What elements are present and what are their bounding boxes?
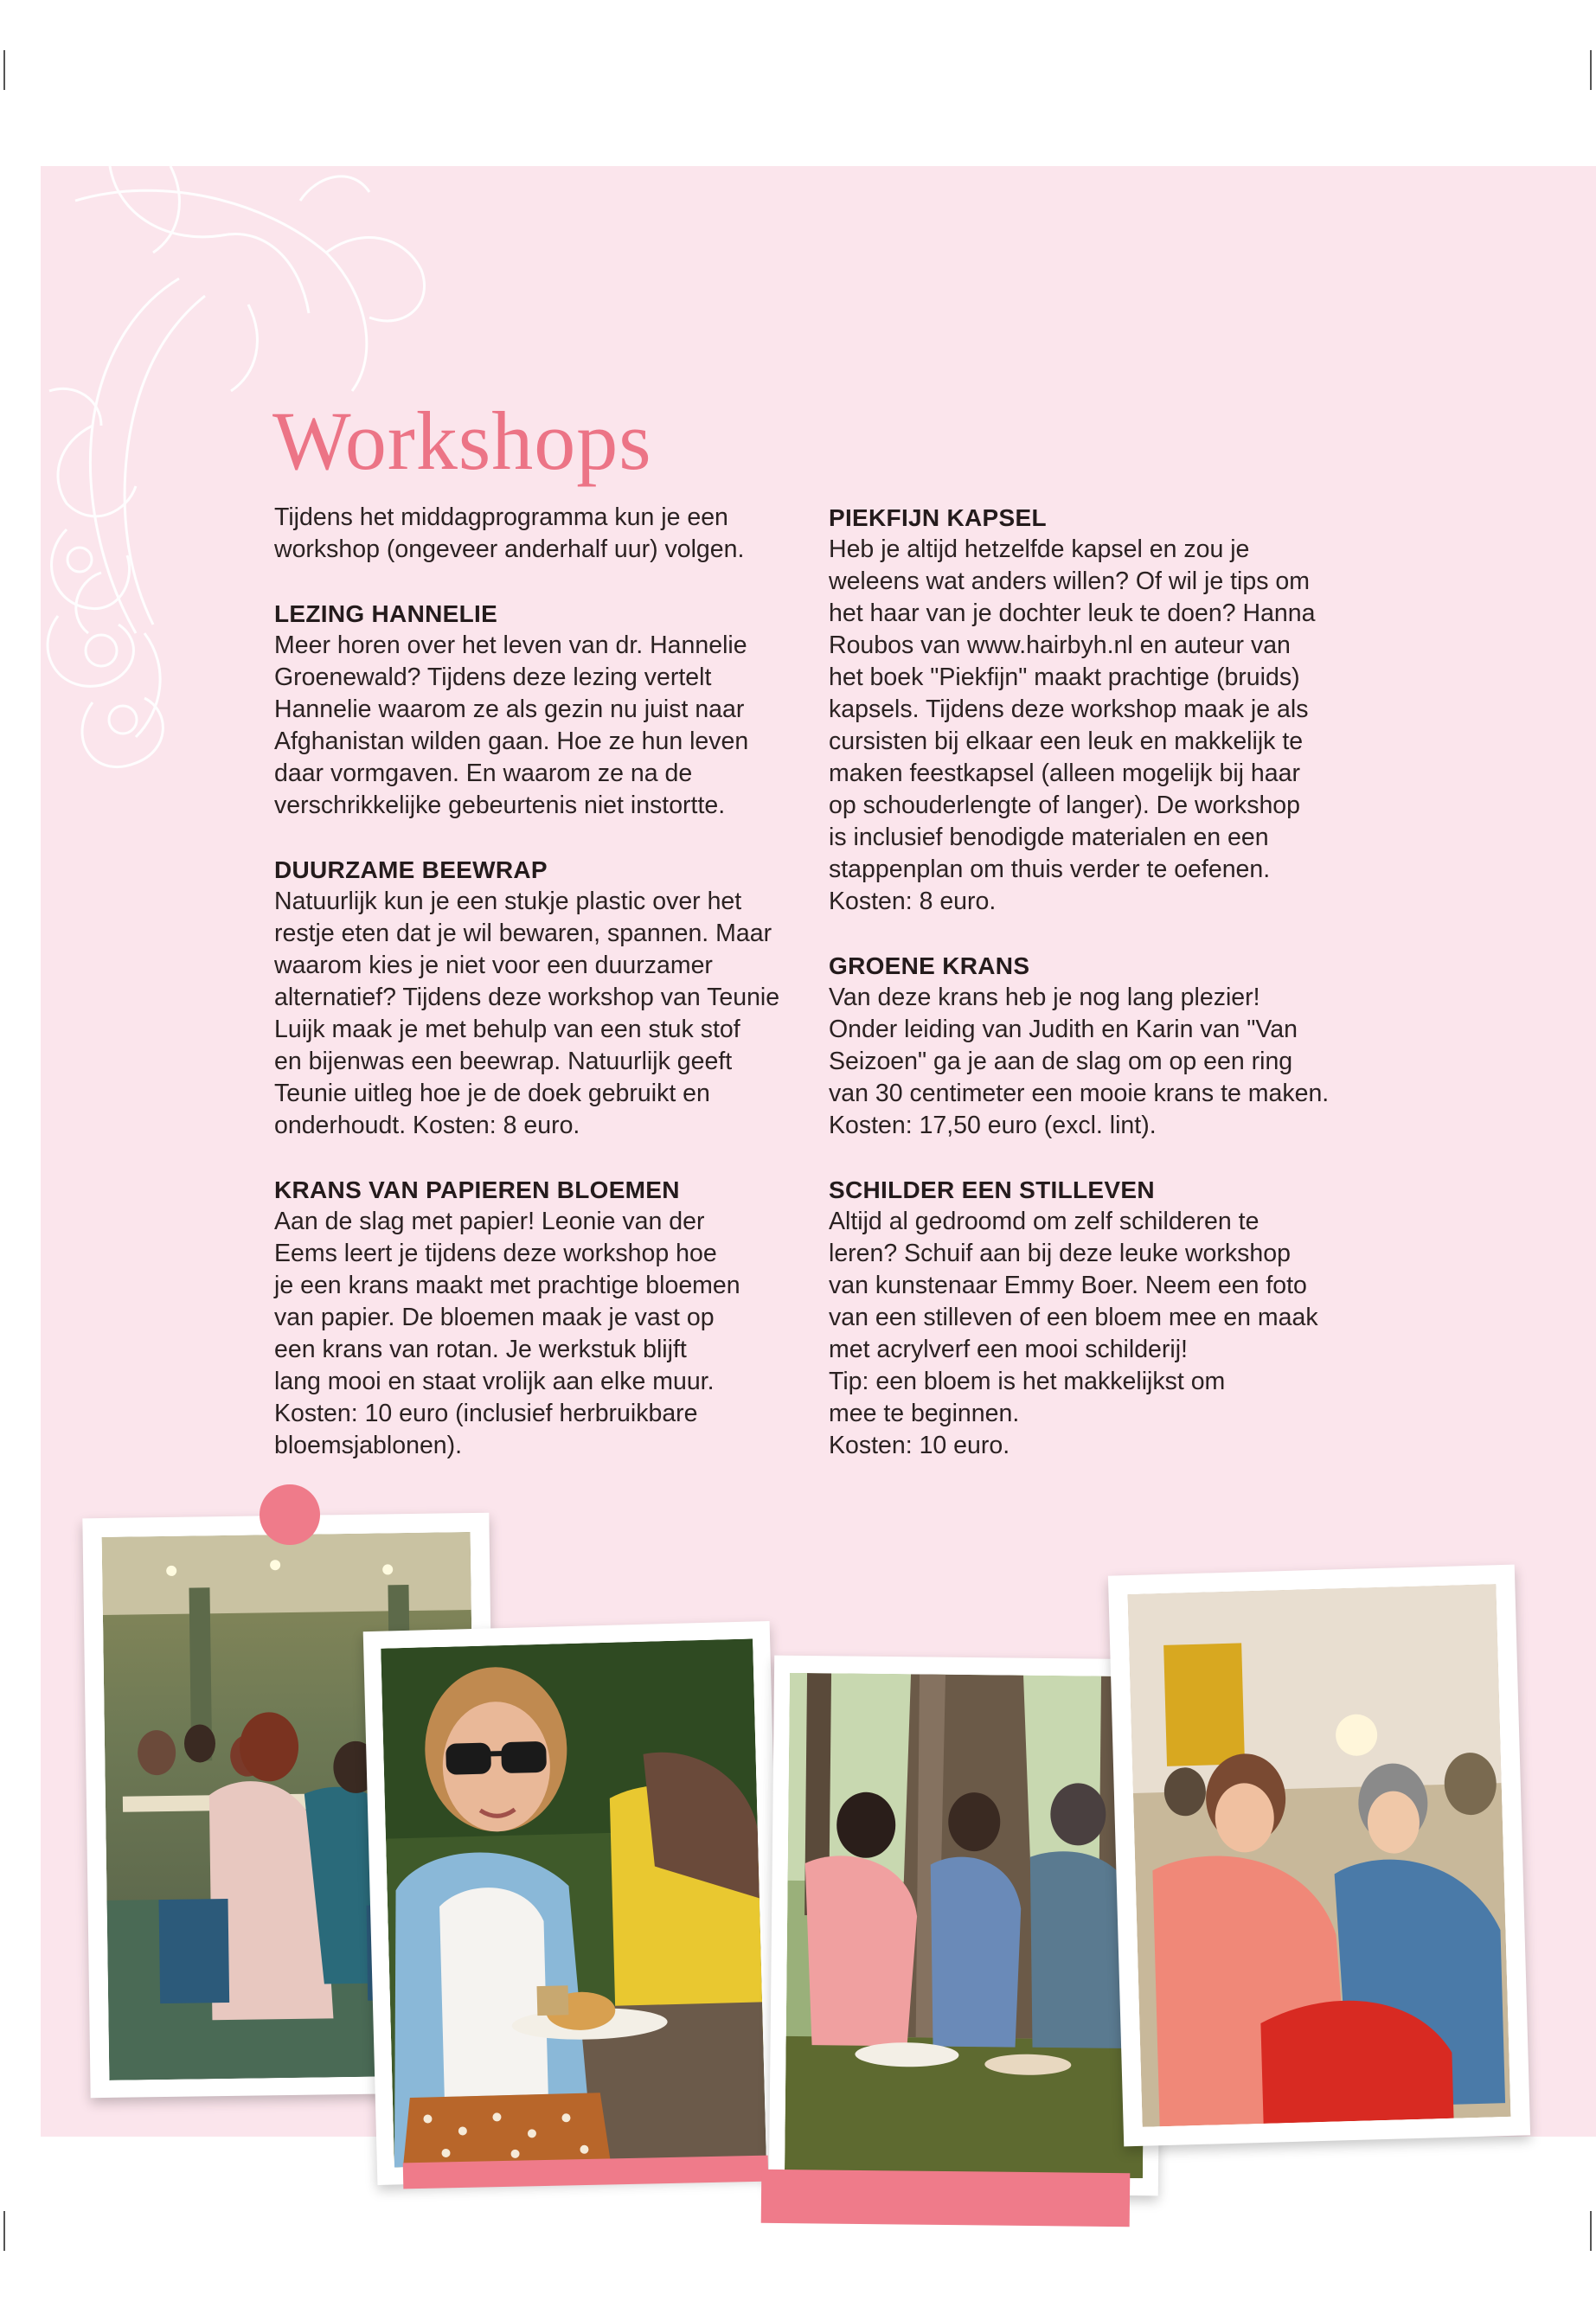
section-body: Altijd al gedroomd om zelf schilderen te leren? Schuif aan bij deze leuke workshop van kunstenaar Emmy Boer. Neem een foto van een stilleven of een bloem mee en maak met acrylverf een mooi schilderij! Tip: een bloem is het makkelijkst om mee te beginnen. Kosten: 10 euro.	[829, 1208, 1318, 1459]
photo-woman-with-sunglasses	[363, 1621, 785, 2185]
section-body: Natuurlijk kun je een stukje plastic over het restje eten dat je wil bewaren, spannen. Maar waarom kies je niet voor een duurzamer alternatief? Tijdens deze workshop van Teunie Luijk maak je met behulp van een stuk stof en bijenwas een beewrap. Natuurlijk geeft Teunie uitleg hoe je de doek gebruikt en onderhoudt. Kosten: 8 euro.	[274, 888, 780, 1139]
crop-mark-bottom-left	[3, 2211, 5, 2251]
page-title: Workshops	[272, 394, 652, 487]
crop-mark-top-left	[3, 50, 5, 90]
section-body: Aan de slag met papier! Leonie van der Eems leert je tijdens deze workshop hoe je een krans maakt met prachtige bloemen van papier. De bloemen maak je vast op een krans van rotan. Je werkstuk blijft lang mooi en staat vrolijk aan elke muur. Kosten: 10 euro (inclusief herbruikbare bloemsjablonen).	[274, 1208, 740, 1459]
section-heading: KRANS VAN PAPIEREN BLOEMEN	[274, 1176, 680, 1203]
section-lezing-hannelie	[274, 598, 828, 822]
section-schilder-een-stilleven	[829, 1174, 1382, 1462]
section-groene-krans	[829, 950, 1382, 1142]
intro-text: Tijdens het middagprogramma kun je een workshop (ongeveer anderhalf uur) volgen.	[274, 503, 745, 563]
section-heading: LEZING HANNELIE	[274, 600, 498, 627]
crop-mark-bottom-right	[1590, 2211, 1592, 2251]
laughing-photo-illustration	[1127, 1584, 1510, 2127]
section-heading: DUURZAME BEEWRAP	[274, 856, 548, 883]
woman-photo-illustration	[381, 1638, 766, 2167]
intro-paragraph	[274, 502, 828, 566]
section-body: Heb je altijd hetzelfde kapsel en zou je weleens wat anders willen? Of wil je tips om het haar van je dochter leuk te doen? Hanna Roubos van www.hairbyh.nl en auteur van het boek "Piekfijn" maakt prachtige (bruids) kapsels. Tijdens deze workshop maak je als cursisten bij elkaar een leuk en makkelijk te maken feestkapsel (alleen mogelijk bij haar op schouderlengte of langer). De workshop is inclusief benodigde materialen en een stappenplan om thuis verder te oefenen. Kosten: 8 euro.	[829, 535, 1316, 915]
right-column	[829, 502, 1382, 1494]
pink-tape	[761, 2170, 1131, 2227]
section-heading: GROENE KRANS	[829, 952, 1030, 979]
section-heading: PIEKFIJN KAPSEL	[829, 504, 1047, 531]
section-krans-van-papieren-bloemen	[274, 1174, 828, 1462]
section-piekfijn-kapsel	[829, 502, 1382, 918]
crop-mark-top-right	[1590, 50, 1592, 90]
section-duurzame-beewrap	[274, 854, 828, 1142]
photo-image	[381, 1638, 766, 2167]
photo-laughing-women	[1108, 1565, 1530, 2147]
tree-photo-illustration	[785, 1673, 1148, 2178]
section-body: Meer horen over het leven van dr. Hannelie Groenewald? Tijdens deze lezing vertelt Hannelie waarom ze als gezin nu juist naar Afghanistan wilden gaan. Hoe ze hun leven daar vormgaven. En waarom ze na de verschrikkelijke gebeurtenis niet instortte.	[274, 631, 749, 819]
section-heading: SCHILDER EEN STILLEVEN	[829, 1176, 1155, 1203]
photo-pin	[260, 1484, 320, 1545]
photo-women-under-tree	[769, 1656, 1163, 2196]
photo-image	[1127, 1584, 1510, 2127]
left-column	[274, 502, 828, 1494]
section-body: Van deze krans heb je nog lang plezier! Onder leiding van Judith en Karin van "Van Seizoen" ga je aan de slag om op een ring van 30 centimeter een mooie krans te maken. Kosten: 17,50 euro (excl. lint).	[829, 984, 1330, 1139]
photo-image	[785, 1673, 1148, 2178]
